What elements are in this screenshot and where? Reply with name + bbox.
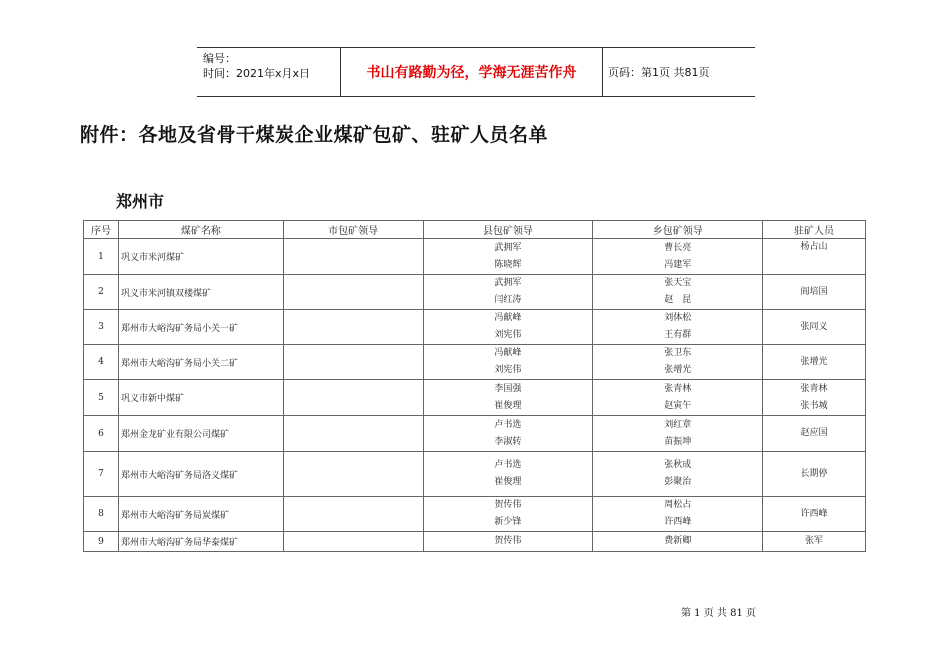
person-name: 崔俊理: [494, 400, 522, 411]
person-name: 陈晓辉: [494, 259, 522, 270]
person-name: 冯献峰: [494, 348, 522, 358]
time-label: 时间：2021年x月x日: [203, 67, 311, 80]
person-name: 冯献峰: [494, 313, 522, 323]
header-meta: [203, 51, 310, 81]
mine-name: 巩义市米河煤矿: [118, 239, 283, 275]
row-number: 9: [84, 532, 119, 552]
town-leads: [593, 532, 763, 552]
person-name: 许西峰: [664, 517, 692, 527]
person-name: 许西峰: [800, 508, 828, 519]
county-leads: [423, 275, 593, 310]
town-leads: [593, 497, 763, 532]
row-number: 5: [84, 380, 119, 416]
city-lead: [283, 275, 423, 310]
table-row: [84, 345, 866, 380]
mine-name: 郑州市大峪沟矿务局华泰煤矿: [118, 532, 283, 552]
table-row: [84, 497, 866, 532]
town-leads: [593, 275, 763, 310]
town-leads: [593, 380, 763, 416]
person-name: 赵 昆: [664, 295, 692, 305]
person-name: 李国强: [494, 383, 522, 394]
person-name: 阎培国: [800, 286, 828, 297]
person-name: 刘体松: [664, 313, 692, 323]
page-footer: 第 1 页 共 81 页: [681, 608, 756, 619]
person-name: 卢书选: [494, 460, 522, 470]
person-name: 费新卿: [664, 536, 692, 546]
row-number: 7: [84, 452, 119, 497]
row-number: 1: [84, 239, 119, 275]
mine-personnel-table: [83, 220, 866, 552]
person-name: 刘宪伟: [494, 365, 522, 375]
town-leads: [593, 416, 763, 452]
person-name: 武拥军: [494, 242, 522, 253]
table-row: [84, 275, 866, 310]
city-lead: [283, 239, 423, 275]
table-row: [84, 310, 866, 345]
row-number: 2: [84, 275, 119, 310]
county-leads: [423, 416, 593, 452]
column-header: 市包矿领导: [283, 221, 423, 239]
table-row: [84, 452, 866, 497]
person-name: 苗振坤: [664, 436, 692, 447]
table-header-row: [84, 221, 866, 239]
row-number: 3: [84, 310, 119, 345]
person-name: 杨占山: [800, 242, 828, 252]
county-leads: [423, 239, 593, 275]
mine-name: 郑州市大峪沟矿务局小关二矿: [118, 345, 283, 380]
county-leads: [423, 345, 593, 380]
person-name: 武拥军: [494, 278, 522, 288]
person-name: 刘宪伟: [494, 330, 522, 340]
person-name: 卢书选: [494, 419, 522, 430]
header-page-info: 页码：第1页 共81页: [608, 66, 710, 79]
resident-leads: [763, 532, 866, 552]
city-lead: [283, 310, 423, 345]
person-name: 彭聚治: [664, 477, 692, 487]
town-leads: [593, 310, 763, 345]
mine-name: 巩义市新中煤矿: [118, 380, 283, 416]
column-header: 驻矿人员: [763, 221, 866, 239]
mine-name: 郑州金龙矿业有限公司煤矿: [118, 416, 283, 452]
city-lead: [283, 532, 423, 552]
county-leads: [423, 452, 593, 497]
person-name: 张青林: [800, 383, 828, 394]
city-lead: [283, 416, 423, 452]
person-name: 赵应国: [800, 428, 828, 438]
person-name: 崔俊理: [494, 477, 522, 487]
resident-leads: [763, 275, 866, 310]
document-title: 附件：各地及省骨干煤炭企业煤矿包矿、驻矿人员名单: [80, 124, 549, 146]
person-name: 新少锋: [494, 517, 522, 527]
county-leads: [423, 532, 593, 552]
city-lead: [283, 380, 423, 416]
person-name: 张同义: [800, 321, 828, 332]
resident-leads: [763, 310, 866, 345]
city-heading: 郑州市: [116, 192, 165, 211]
county-leads: [423, 497, 593, 532]
person-name: 曹长亮: [664, 242, 692, 253]
table-row: [84, 380, 866, 416]
person-name: 闫红涛: [494, 295, 522, 305]
city-lead: [283, 452, 423, 497]
header-divider: [602, 48, 603, 96]
person-name: 张书城: [800, 400, 828, 411]
row-number: 4: [84, 345, 119, 380]
person-name: 赵寅午: [664, 400, 692, 411]
column-header: 序号: [84, 221, 119, 239]
row-number: 8: [84, 497, 119, 532]
resident-leads: [763, 416, 866, 452]
person-name: 张天宝: [664, 278, 692, 288]
town-leads: [593, 452, 763, 497]
person-name: 贺传伟: [494, 536, 522, 546]
city-lead: [283, 497, 423, 532]
county-leads: [423, 310, 593, 345]
resident-leads: [763, 380, 866, 416]
table-row: [84, 532, 866, 552]
town-leads: [593, 239, 763, 275]
person-name: 冯建军: [664, 259, 692, 270]
page-header: [197, 47, 755, 97]
person-name: 周松占: [664, 500, 692, 510]
resident-leads: [763, 239, 866, 275]
person-name: 张秋成: [664, 460, 692, 470]
person-name: 王有群: [664, 330, 692, 340]
column-header: 县包矿领导: [423, 221, 593, 239]
resident-leads: [763, 497, 866, 532]
mine-name: 巩义市米河镇双楼煤矿: [118, 275, 283, 310]
person-name: 刘红章: [664, 419, 692, 430]
person-name: 贺传伟: [494, 500, 522, 510]
person-name: 长期停: [800, 468, 828, 479]
mine-name: 郑州市大峪沟矿务局炭煤矿: [118, 497, 283, 532]
table-row: [84, 239, 866, 275]
county-leads: [423, 380, 593, 416]
header-slogan: 书山有路勤为径，学海无涯苦作舟: [366, 65, 577, 81]
table-body: [84, 239, 866, 552]
city-lead: [283, 345, 423, 380]
person-name: 张卫东: [664, 348, 692, 358]
person-name: 张增光: [664, 365, 692, 375]
person-name: 张青林: [664, 383, 692, 394]
mine-name: 郑州市大峪沟矿务局小关一矿: [118, 310, 283, 345]
resident-leads: [763, 452, 866, 497]
column-header: 乡包矿领导: [593, 221, 763, 239]
row-number: 6: [84, 416, 119, 452]
column-header: 煤矿名称: [118, 221, 283, 239]
mine-name: 郑州市大峪沟矿务局洛义煤矿: [118, 452, 283, 497]
town-leads: [593, 345, 763, 380]
person-name: 李淑转: [494, 436, 522, 447]
person-name: 张增光: [800, 356, 828, 367]
number-label: 编号：: [203, 52, 236, 65]
resident-leads: [763, 345, 866, 380]
person-name: 张军: [805, 536, 824, 546]
table-row: [84, 416, 866, 452]
